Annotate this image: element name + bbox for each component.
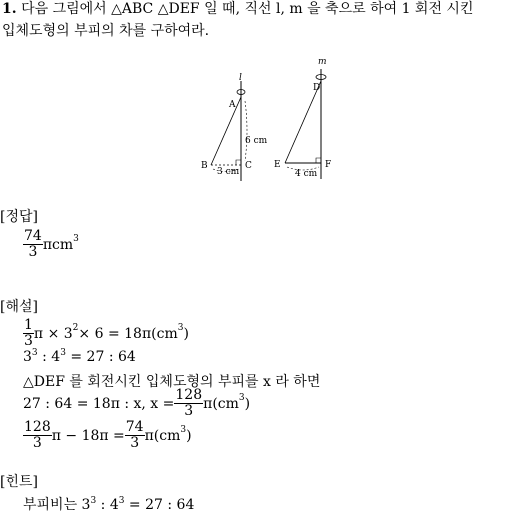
solution-1-text-c: ) [183, 325, 189, 342]
hint-heading: [힌트] [0, 474, 38, 490]
label-F: F [325, 160, 332, 170]
hint-text-a: 부피비는 3 [23, 497, 91, 513]
side-AB [211, 97, 241, 165]
answer-exponent: 3 [73, 233, 79, 244]
solution-1-fraction [23, 318, 34, 349]
solution-2-text-c: = 27 : 64 [65, 349, 136, 365]
solution-line-1 [23, 318, 189, 349]
solution-4-exp: 3 [238, 392, 245, 403]
solution-4-text-b: π(cm [203, 395, 239, 412]
solution-5-text-c: ) [186, 427, 192, 444]
solution-5-text-a: π − 18π = [51, 427, 125, 444]
triangle-figure [195, 55, 345, 183]
solution-5-denominator-1: 3 [32, 435, 42, 451]
answer-denominator: 3 [28, 244, 38, 260]
solution-4-text-c: ) [244, 395, 251, 412]
solution-line-5 [23, 420, 192, 451]
label-l: l [239, 73, 242, 83]
solution-2-text-a: 3 [23, 349, 32, 365]
solution-1-exp-2: 3 [177, 322, 184, 333]
question-number: 1. [2, 1, 17, 17]
label-B: B [201, 161, 208, 171]
label-E: E [274, 160, 281, 170]
solution-line-4 [23, 388, 250, 419]
answer-value [23, 229, 79, 260]
solution-line-2 [23, 349, 136, 365]
label-A: A [229, 100, 236, 110]
solution-line-3: △DEF 를 회전시킨 입체도형의 부피를 x 라 하면 [23, 374, 321, 390]
question-line-1 [2, 0, 473, 20]
solution-4-numerator: 128 [175, 387, 203, 403]
solution-5-exp: 3 [180, 424, 187, 435]
answer-unit: πcm [42, 236, 74, 253]
solution-4-text-a: 27 : 64 = 18π : x, x = [23, 395, 175, 412]
solution-2-text-b: : 4 [37, 349, 61, 365]
solution-heading: [해설] [0, 299, 38, 315]
right-angle-C [236, 160, 241, 165]
solution-4-fraction [174, 388, 203, 419]
hint-exp-1: 3 [90, 496, 97, 506]
solution-1-denominator: 3 [24, 333, 33, 349]
hint-text-b: : 4 [96, 497, 119, 513]
solution-2-exp-2: 3 [60, 348, 66, 358]
length-EF: 4 cm [295, 169, 318, 179]
hint-exp-2: 3 [118, 496, 125, 506]
label-D: D [313, 83, 321, 93]
solution-1-text-b: × 6 = 18π(cm [78, 325, 178, 342]
solution-5-numerator-2: 74 [125, 419, 144, 435]
label-m: m [318, 57, 327, 67]
solution-5-fraction-1 [23, 420, 52, 451]
question-text-1: 다음 그림에서 △ABC △DEF 일 때, 직선 l, m 을 축으로 하여 1 회전 시킨 [16, 1, 474, 17]
solution-5-numerator-1: 128 [24, 419, 51, 435]
solution-1-exp-1: 2 [72, 322, 79, 333]
hint-text-c: = 27 : 64 [124, 497, 195, 513]
label-C: C [245, 161, 252, 171]
answer-fraction [23, 229, 43, 260]
length-BC: 3 cm [217, 167, 240, 177]
solution-4-denominator: 3 [184, 403, 194, 419]
solution-5-denominator-2: 3 [130, 435, 140, 451]
solution-2-exp-1: 3 [31, 348, 38, 358]
answer-numerator: 74 [24, 228, 42, 244]
answer-heading: [정답] [0, 209, 38, 225]
solution-5-text-b: π(cm [144, 427, 181, 444]
solution-1-numerator: 1 [24, 317, 33, 333]
hint-line [23, 494, 194, 514]
length-AC: 6 cm [245, 136, 268, 146]
solution-5-fraction-2 [125, 420, 145, 451]
brace-AC [245, 101, 247, 161]
side-DE [285, 81, 321, 163]
question-line-2: 입체도형의 부피의 차를 구하여라. [2, 23, 210, 39]
right-angle-F [316, 158, 321, 163]
solution-1-text-a: π × 3 [33, 325, 73, 342]
